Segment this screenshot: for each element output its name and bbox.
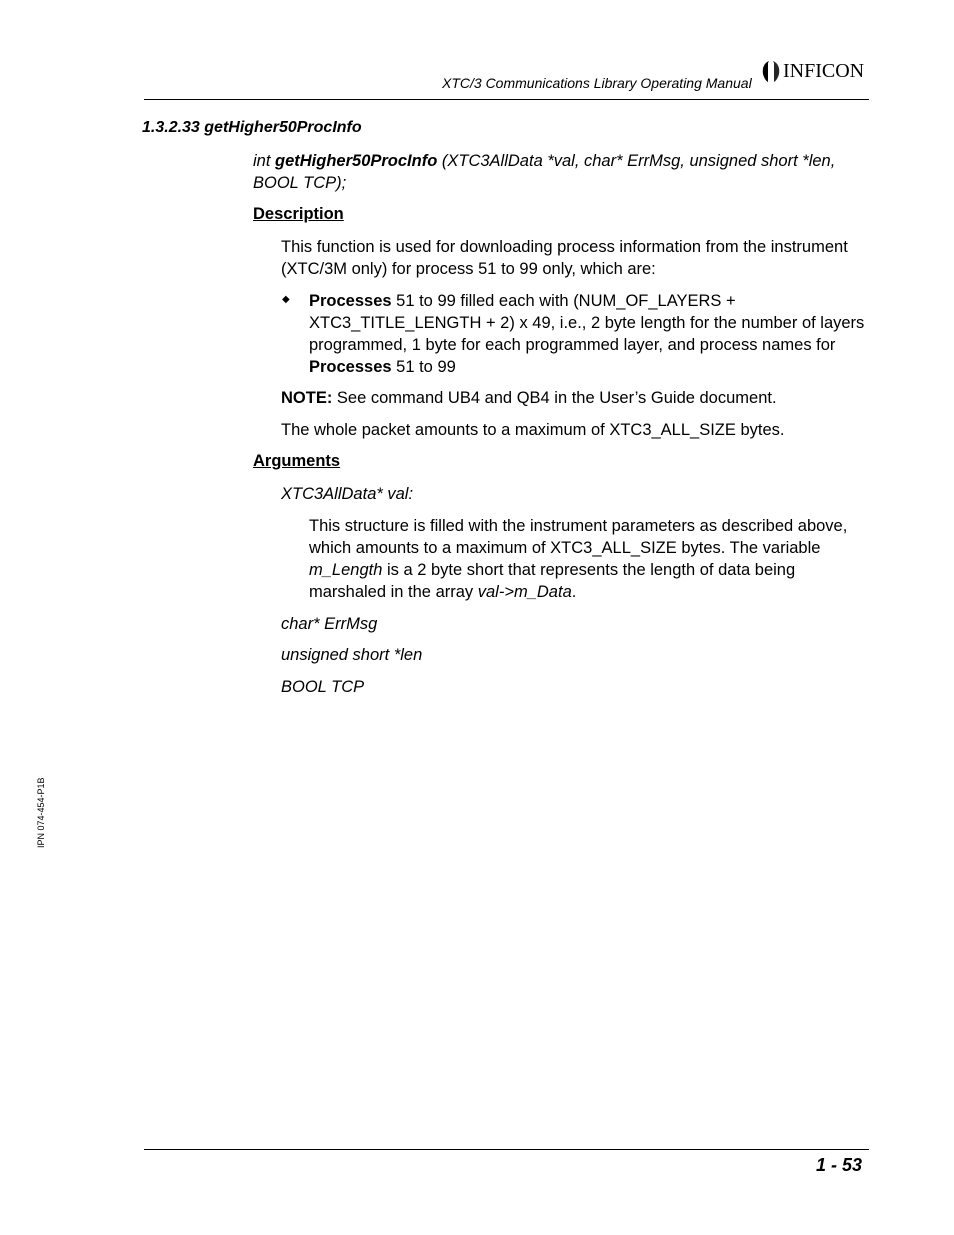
bullet-tail: 51 to 99 [391,358,456,376]
arg-desc-part2: is a 2 byte short that represents the length of data being marshaled in the array [309,561,796,601]
bullet-text: 51 to 99 filled each with (NUM_OF_LAYERS + XTC3_TITLE_LENGTH + 2) x 49, i.e., 2 byte length for the number of layers programmed, 1 byte for each programmed layer, and process names for [309,292,865,354]
document-id-label: IPN 074-454-P1B [36,777,46,848]
header-title: XTC/3 Communications Library Operating Manual [442,75,752,91]
function-signature [253,150,868,194]
packet-text: The whole packet amounts to a maximum of XTC3_ALL_SIZE bytes. [281,421,785,439]
arg-desc-part3: . [571,583,577,601]
note-line [281,387,777,409]
argument-errmsg: char* ErrMsg [281,615,378,633]
argument-val: XTC3AllData* val: [281,485,414,503]
inficon-logo-icon [760,59,782,83]
logo-text: INFICON [783,59,865,82]
note-text: See command UB4 and QB4 in the User’s Guide document. [332,389,777,407]
description-bullet [309,290,871,378]
signature-function-name: getHigher50ProcInfo [275,152,438,170]
arg-desc-italic2: val->m_Data [477,583,572,601]
argument-len: unsigned short *len [281,646,423,664]
header-rule [144,99,869,100]
argument-tcp: BOOL TCP [281,678,365,696]
section-heading: 1.3.2.33 getHigher50ProcInfo [142,119,362,136]
signature-params: (XTC3AllData *val, char* ErrMsg, unsigned short *len, BOOL TCP); [253,152,836,192]
description-heading: Description [253,205,344,223]
page-number: 1 - 53 [816,1155,863,1175]
arg-desc-italic1: m_Length [309,561,383,579]
bullet-lead-bold: Processes [309,292,392,310]
arg-desc-part1: This structure is filled with the instrument parameters as described above, which amounts to a maximum of XTC3_ALL_SIZE bytes. The variable [309,517,848,557]
inficon-logo [760,58,864,84]
signature-prefix: int [253,152,276,170]
argument-val-description [309,515,871,603]
diamond-bullet-icon: ◆ [282,294,290,305]
note-label: NOTE: [281,389,333,407]
description-intro: This function is used for downloading process information from the instrument (XTC/3M only) for process 51 to 99 only, which are: [281,238,848,278]
bullet-tail-bold: Processes [309,358,392,376]
footer-rule [144,1149,869,1150]
arguments-heading: Arguments [253,452,341,470]
